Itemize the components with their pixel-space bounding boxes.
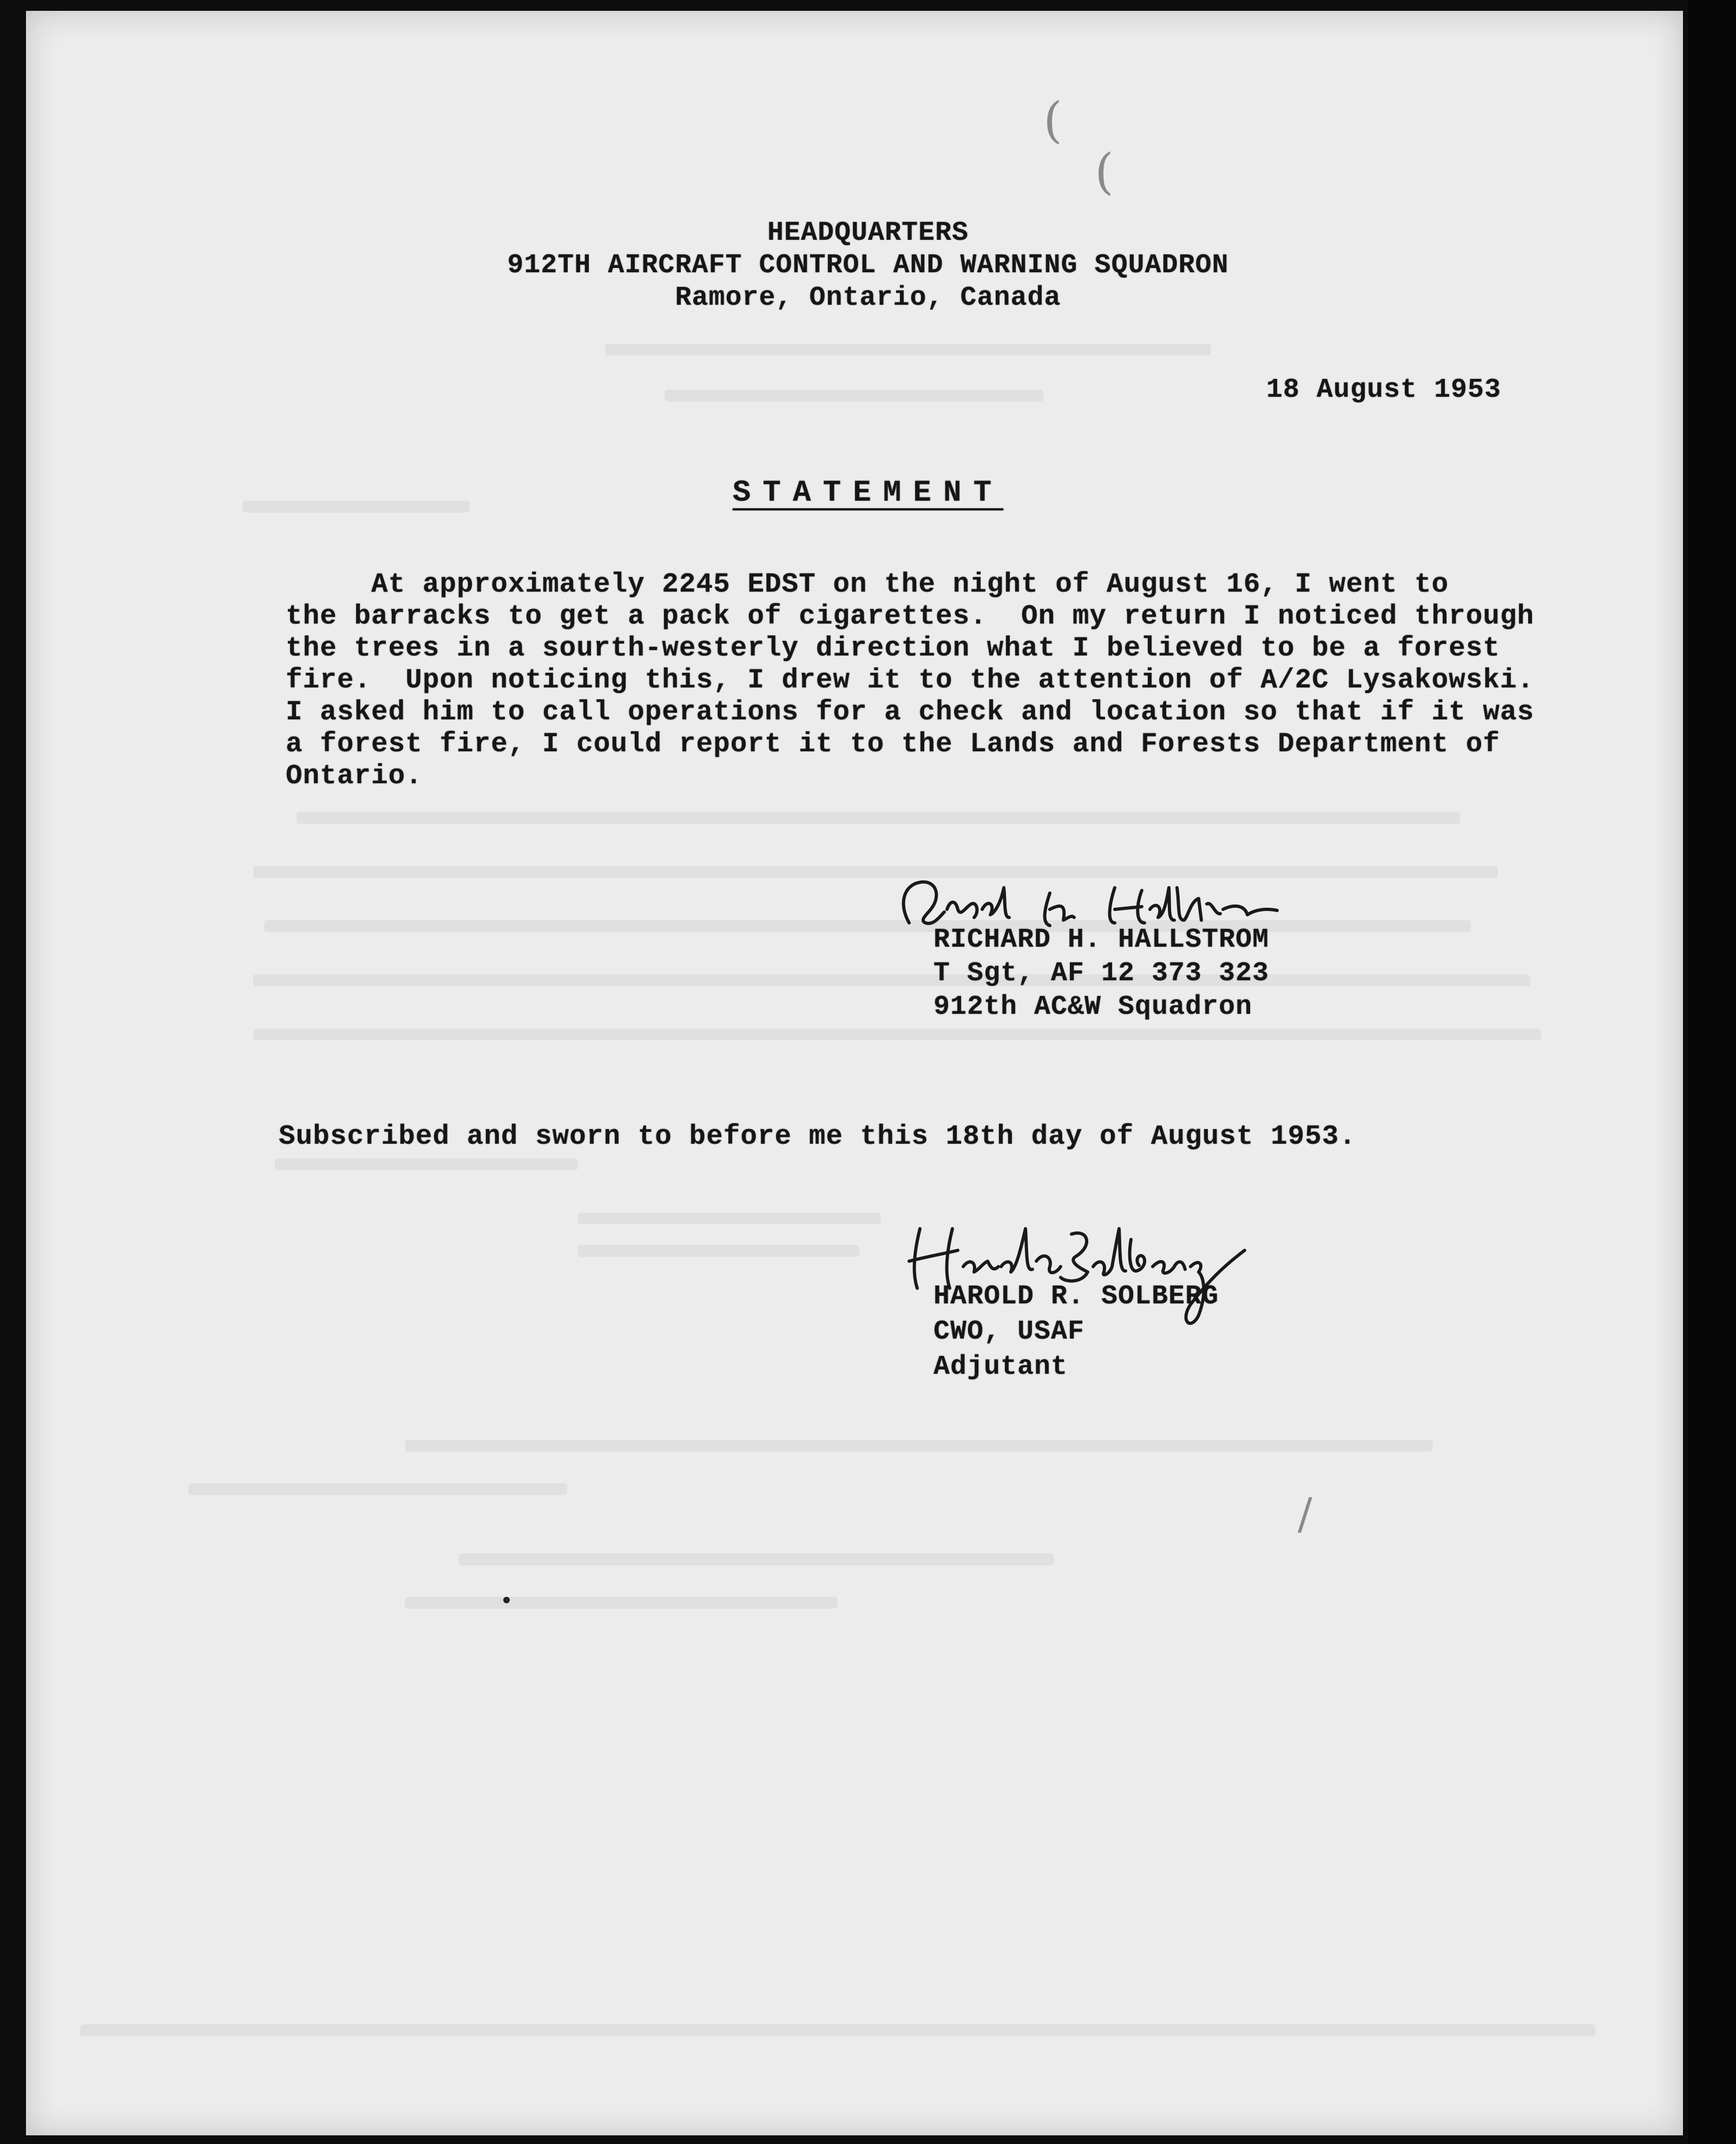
- header-squadron: 912TH AIRCRAFT CONTROL AND WARNING SQUADRON: [507, 250, 1229, 281]
- bleed-through: [80, 2024, 1595, 2036]
- bleed-through: [253, 974, 1530, 986]
- stray-mark: /: [1298, 1489, 1312, 1539]
- body-line: the trees in a sourth-westerly direction what I believed to be a forest: [286, 633, 1500, 664]
- header-headquarters: HEADQUARTERS: [767, 218, 969, 248]
- document-title: STATEMENT: [732, 475, 1004, 510]
- bleed-through: [275, 1158, 578, 1170]
- body-line: Ontario.: [286, 761, 423, 792]
- scan-edge: [1688, 0, 1736, 2144]
- signer2-rank: CWO, USAF: [933, 1316, 1085, 1347]
- header-location: Ramore, Ontario, Canada: [675, 283, 1061, 313]
- document-date: 18 August 1953: [1266, 375, 1502, 405]
- oath-line: Subscribed and sworn to before me this 18th day of August 1953.: [279, 1122, 1357, 1152]
- signer1-rank: T Sgt, AF 12 373 323: [933, 958, 1270, 989]
- bleed-through: [578, 1245, 859, 1257]
- body-line: a forest fire, I could report it to the Lands and Forests Department of: [286, 729, 1500, 760]
- body-line: fire. Upon noticing this, I drew it to the attention of A/2C Lysakowski.: [286, 665, 1535, 696]
- bleed-through: [405, 1597, 838, 1609]
- body-line: I asked him to call operations for a check and location so that if it was: [286, 697, 1535, 728]
- signer2-name: HAROLD R. SOLBERG: [933, 1281, 1219, 1312]
- signer1-unit: 912th AC&W Squadron: [933, 992, 1253, 1022]
- body-line: the barracks to get a pack of cigarettes. On my return I noticed through: [286, 601, 1535, 632]
- stray-mark: (: [1095, 143, 1114, 200]
- bleed-through: [405, 1440, 1433, 1452]
- bleed-through: [605, 344, 1211, 356]
- bleed-through: [665, 390, 1043, 402]
- signer2-title: Adjutant: [933, 1352, 1068, 1382]
- body-line: At approximately 2245 EDST on the night of August 16, I went to: [286, 569, 1449, 600]
- bleed-through: [253, 1028, 1541, 1040]
- stray-mark: (: [1043, 92, 1063, 149]
- stray-dot: [503, 1597, 510, 1603]
- bleed-through: [578, 1212, 881, 1224]
- bleed-through: [297, 812, 1460, 824]
- bleed-through: [253, 866, 1498, 878]
- bleed-through: [188, 1483, 567, 1495]
- bleed-through: [459, 1553, 1054, 1565]
- bleed-through: [264, 920, 1471, 932]
- document-page: [26, 11, 1683, 2135]
- signer1-name: RICHARD H. HALLSTROM: [933, 925, 1270, 955]
